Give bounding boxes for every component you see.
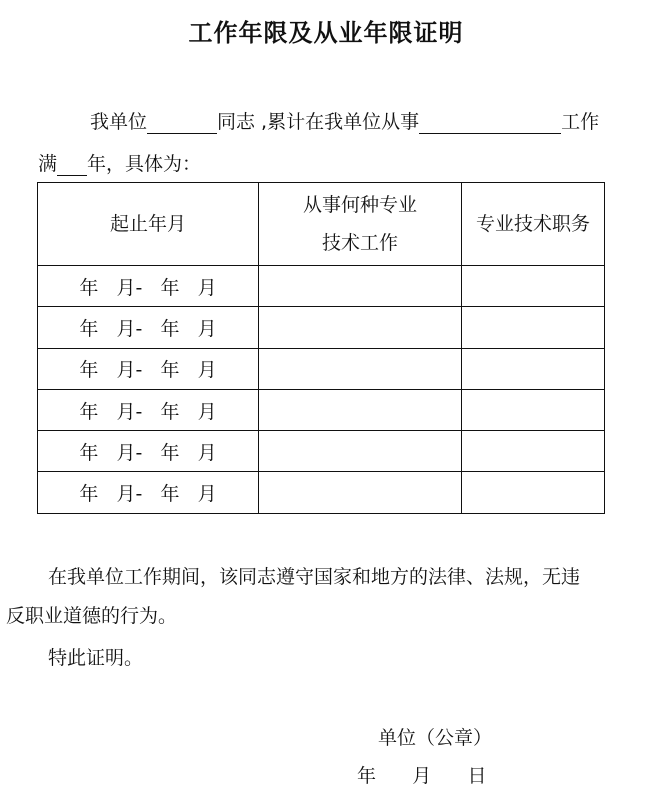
intro-text: 工作 xyxy=(561,111,600,133)
table-row xyxy=(38,348,605,389)
name-blank[interactable] xyxy=(147,113,217,134)
work-cell[interactable] xyxy=(259,389,462,430)
signature-unit: 单位（公章） xyxy=(378,727,493,749)
period-cell[interactable]: 年 月- 年 月 xyxy=(38,472,259,513)
title-cell[interactable] xyxy=(462,266,605,307)
intro-line-2 xyxy=(38,152,201,176)
table-row xyxy=(38,431,605,472)
work-cell[interactable] xyxy=(259,266,462,307)
title-cell[interactable] xyxy=(462,389,605,430)
period-cell[interactable]: 年 月- 年 月 xyxy=(38,389,259,430)
table-header-row xyxy=(38,183,605,266)
header-title: 专业技术职务 xyxy=(462,183,605,266)
period-cell[interactable]: 年 月- 年 月 xyxy=(38,431,259,472)
intro-text: 我单位 xyxy=(90,111,148,133)
intro-text: 年，具体为： xyxy=(87,153,202,175)
table-row xyxy=(38,472,605,513)
body-line-3: 特此证明。 xyxy=(48,647,144,669)
body-line-1: 在我单位工作期间，该同志遵守国家和地方的法律、法规，无违 xyxy=(48,566,581,588)
title-cell[interactable] xyxy=(462,431,605,472)
profession-blank[interactable] xyxy=(419,113,561,134)
title-cell[interactable] xyxy=(462,307,605,348)
intro-text: 同志 ,累计在我单位从事 xyxy=(217,111,420,133)
period-cell[interactable]: 年 月- 年 月 xyxy=(38,307,259,348)
header-work: 从事何种专业 技术工作 xyxy=(259,183,462,266)
period-cell[interactable]: 年 月- 年 月 xyxy=(38,348,259,389)
intro-text: 满 xyxy=(38,153,58,175)
table-row xyxy=(38,307,605,348)
intro-line-1 xyxy=(90,110,599,134)
table-row xyxy=(38,389,605,430)
years-blank[interactable] xyxy=(57,155,87,176)
header-period: 起止年月 xyxy=(38,183,259,266)
work-history-table xyxy=(37,182,605,514)
document-title: 工作年限及从业年限证明 xyxy=(188,19,464,47)
work-cell[interactable] xyxy=(259,348,462,389)
work-cell[interactable] xyxy=(259,431,462,472)
title-cell[interactable] xyxy=(462,348,605,389)
work-cell[interactable] xyxy=(259,307,462,348)
table-row xyxy=(38,266,605,307)
signature-date: 年 月 日 xyxy=(357,765,487,787)
body-line-2: 反职业道德的行为。 xyxy=(6,605,178,627)
title-cell[interactable] xyxy=(462,472,605,513)
work-cell[interactable] xyxy=(259,472,462,513)
period-cell[interactable]: 年 月- 年 月 xyxy=(38,266,259,307)
